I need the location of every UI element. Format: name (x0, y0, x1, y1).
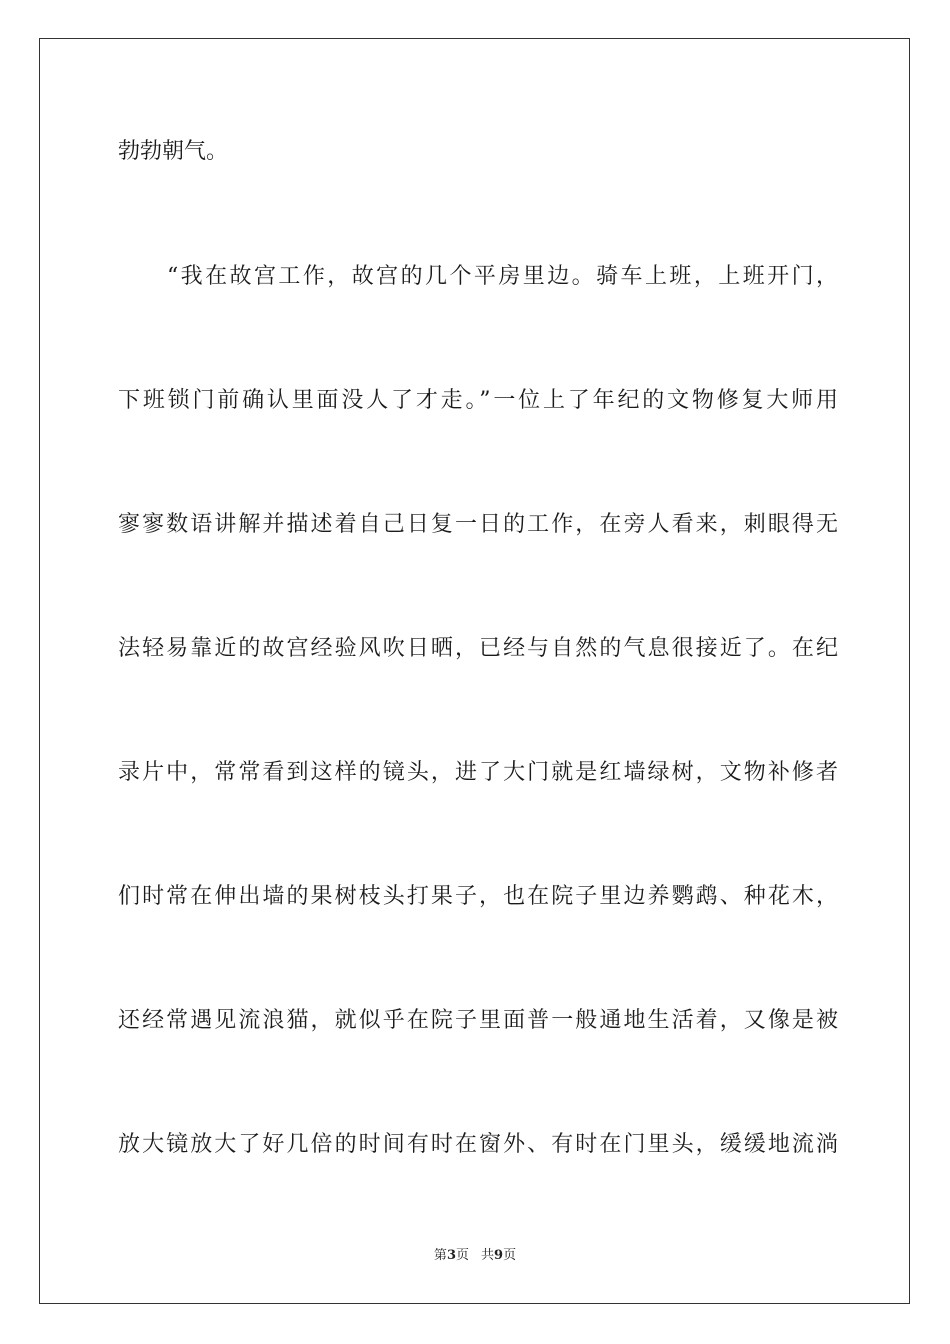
paragraph-line: 寥寥数语讲解并描述着自己日复一日的工作，在旁人看来，刺眼得无 (118, 512, 838, 537)
paragraph-line: “我在故宫工作，故宫的几个平房里边。骑车上班，上班开门， (167, 264, 838, 289)
page-footer (0, 1247, 950, 1265)
page-prefix: 第 (433, 1248, 447, 1263)
total-suffix: 页 (503, 1248, 517, 1263)
total-pages: 9 (494, 1248, 504, 1263)
total-prefix: 共 (481, 1248, 495, 1263)
paragraph-line: 下班锁门前确认里面没人了才走。”一位上了年纪的文物修复大师用 (118, 388, 838, 413)
paragraph-line: 们时常在伸出墙的果树枝头打果子，也在院子里边养鹦鹉、种花木， (118, 884, 838, 909)
paragraph-line: 放大镜放大了好几倍的时间有时在窗外、有时在门里头，缓缓地流淌 (118, 1132, 838, 1157)
paragraph-line: 还经常遇见流浪猫，就似乎在院子里面普一般通地生活着，又像是被 (118, 1008, 838, 1033)
paragraph-line: 录片中，常常看到这样的镜头，进了大门就是红墙绿树，文物补修者 (118, 760, 838, 785)
paragraph-line: 法轻易靠近的故宫经验风吹日晒，已经与自然的气息很接近了。在纪 (118, 636, 838, 661)
page-border (39, 38, 910, 1304)
paragraph-line: 勃勃朝气。 (118, 139, 229, 164)
page-suffix: 页 (455, 1248, 469, 1263)
page-number: 3 (446, 1248, 456, 1263)
